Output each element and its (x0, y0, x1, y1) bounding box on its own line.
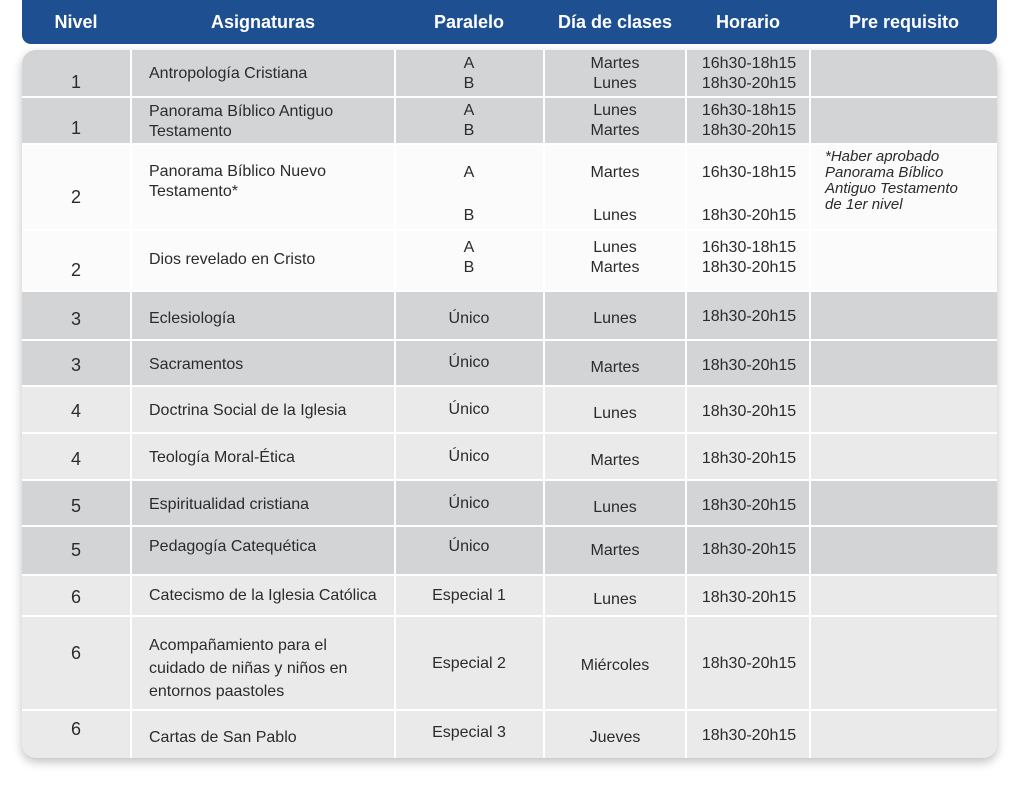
dia-cell (545, 358, 685, 378)
dia-cell-line: Lunes (593, 499, 637, 516)
asignatura-cell-line: Eclesiología (149, 310, 236, 327)
nivel-cell: 6 (70, 719, 81, 739)
horario-cell (688, 496, 810, 516)
header-prerequisito: Pre requisito (848, 12, 960, 32)
paralelo-cell (395, 654, 543, 674)
table-row (22, 50, 997, 97)
prerequisito-cell-line: Antiguo Testamento (825, 180, 958, 197)
header-paralelo: Paralelo (433, 12, 505, 32)
table-row (22, 230, 997, 291)
row-divider (22, 229, 997, 231)
dia-cell-line: Lunes (593, 207, 637, 224)
nivel-cell: 4 (70, 401, 81, 421)
horario-cell-line: 18h30-20h15 (701, 541, 797, 558)
horario-cell (688, 356, 810, 376)
horario-cell-line: 18h30-20h15 (701, 403, 797, 420)
horario-cell-line: 18h30-20h15 (701, 207, 797, 224)
dia-cell (545, 498, 685, 518)
asignatura-cell-line: Cartas de San Pablo (149, 729, 297, 746)
paralelo-cell (395, 353, 543, 373)
paralelo-cell-line: B (463, 75, 475, 92)
paralelo-cell (395, 447, 543, 467)
asignatura-cell (149, 586, 397, 606)
asignatura-cell (149, 250, 397, 270)
dia-cell (545, 309, 685, 329)
horario-cell-line: 16h30-18h15 (701, 239, 797, 256)
horario-cell (688, 654, 810, 674)
dia-cell-line: Martes (590, 542, 640, 559)
prerequisito-cell-line: de 1er nivel (825, 196, 903, 213)
paralelo-cell-line: Único (448, 495, 490, 512)
asignatura-cell-line: Panorama Bíblico Antiguo (149, 103, 334, 120)
table-row (22, 433, 997, 480)
row-divider (22, 339, 997, 341)
paralelo-cell-line: B (463, 259, 475, 276)
dia-cell-line: Lunes (593, 102, 637, 119)
table-row (22, 616, 997, 710)
dia-cell-line: Lunes (593, 310, 637, 327)
paralelo-cell (395, 494, 543, 514)
paralelo-cell-line: A (463, 164, 475, 181)
paralelo-cell-line: A (463, 239, 475, 256)
asignatura-cell-line: Dios revelado en Cristo (149, 251, 316, 268)
paralelo-cell (395, 586, 543, 606)
horario-cell-line: 16h30-18h15 (701, 102, 797, 119)
dia-cell (545, 541, 685, 561)
nivel-cell: 3 (70, 309, 81, 329)
asignatura-cell-line: Espiritualidad cristiana (149, 496, 310, 513)
nivel-cell: 5 (70, 496, 81, 516)
paralelo-cell-line: Único (448, 310, 490, 327)
paralelo-cell (395, 400, 543, 420)
paralelo-cell-line: Único (448, 448, 490, 465)
paralelo-cell-line: Especial 3 (432, 724, 506, 741)
row-divider (22, 615, 997, 617)
horario-cell-line: 18h30-20h15 (701, 450, 797, 467)
asignatura-cell-line: Testamento (149, 123, 232, 140)
paralelo-cell-line: Único (448, 538, 490, 555)
asignatura-cell-line: entornos paastoles (149, 683, 285, 700)
dia-cell-line: Martes (590, 122, 640, 139)
table-row (22, 291, 997, 340)
asignatura-cell (149, 537, 397, 557)
row-divider (22, 709, 997, 711)
asignatura-cell-line: Pedagogía Catequética (149, 538, 317, 555)
asignatura-cell-line: Acompañamiento para el (149, 637, 327, 654)
paralelo-cell (395, 537, 543, 557)
header-horario: Horario (715, 12, 780, 32)
dia-cell (545, 54, 685, 94)
paralelo-cell-line: A (463, 102, 475, 119)
horario-cell-line: 16h30-18h15 (701, 164, 797, 181)
row-divider (22, 432, 997, 434)
dia-cell (545, 656, 685, 676)
dia-cell-line: Jueves (589, 729, 641, 746)
dia-cell (545, 163, 685, 226)
asignatura-cell-line: Doctrina Social de la Iglesia (149, 402, 347, 419)
horario-cell (688, 540, 810, 560)
table-row (22, 575, 997, 616)
dia-cell (545, 238, 685, 278)
table-row (22, 97, 997, 144)
asignatura-cell (149, 495, 397, 515)
horario-cell (688, 726, 810, 746)
nivel-cell: 2 (70, 260, 81, 280)
paralelo-cell (395, 54, 543, 94)
row-divider (22, 479, 997, 481)
nivel-cell: 1 (70, 72, 81, 92)
dia-cell-line: Martes (590, 359, 640, 376)
horario-cell (688, 307, 810, 327)
paralelo-cell-line: Especial 2 (432, 655, 506, 672)
paralelo-cell-line: B (463, 122, 475, 139)
horario-cell-line: 16h30-18h15 (701, 55, 797, 72)
dia-cell-line: Lunes (593, 591, 637, 608)
asignatura-cell (149, 448, 397, 468)
dia-cell-line: Martes (590, 452, 640, 469)
asignatura-cell-line: Testamento* (149, 183, 238, 200)
header-dia: Día de clases (557, 12, 673, 32)
asignatura-cell-line: Panorama Bíblico Nuevo (149, 163, 326, 180)
paralelo-cell-line: Único (448, 354, 490, 371)
dia-cell (545, 101, 685, 141)
row-divider (22, 525, 997, 527)
row-divider (22, 574, 997, 576)
table-row (22, 480, 997, 526)
dia-cell (545, 451, 685, 471)
paralelo-cell-line: Especial 1 (432, 587, 506, 604)
column-divider (543, 50, 545, 758)
asignatura-cell (149, 355, 397, 375)
prerequisito-cell (825, 149, 997, 213)
dia-cell-line: Martes (590, 164, 640, 181)
column-divider (685, 50, 687, 758)
row-divider (22, 96, 997, 98)
horario-cell (688, 101, 810, 141)
nivel-cell: 4 (70, 449, 81, 469)
asignatura-cell-line: Sacramentos (149, 356, 244, 373)
horario-cell (688, 449, 810, 469)
horario-cell (688, 163, 810, 226)
paralelo-cell (395, 163, 543, 226)
dia-cell (545, 728, 685, 748)
schedule-table (22, 50, 997, 758)
asignatura-cell-line: Catecismo de la Iglesia Católica (149, 587, 377, 604)
paralelo-cell-line: Único (448, 401, 490, 418)
horario-cell-line: 18h30-20h15 (701, 259, 797, 276)
dia-cell-line: Lunes (593, 75, 637, 92)
table-row (22, 386, 997, 433)
horario-cell-line: 18h30-20h15 (701, 75, 797, 92)
table-header (22, 0, 997, 44)
asignatura-cell (149, 634, 397, 703)
paralelo-cell (395, 723, 543, 743)
asignatura-cell-line: Antropología Cristiana (149, 65, 308, 82)
dia-cell-line: Martes (590, 259, 640, 276)
column-divider (809, 50, 811, 758)
horario-cell-line: 18h30-20h15 (701, 497, 797, 514)
paralelo-cell (395, 309, 543, 329)
prerequisito-cell-line: Panorama Bíblico (825, 164, 944, 181)
nivel-cell: 3 (70, 355, 81, 375)
dia-cell-line: Martes (590, 55, 640, 72)
asignatura-cell (149, 102, 397, 142)
column-divider (130, 50, 132, 758)
asignatura-cell-line: Teología Moral-Ética (149, 449, 295, 466)
dia-cell-line: Miércoles (580, 657, 650, 674)
horario-cell (688, 402, 810, 422)
asignatura-cell-line: cuidado de niñas y niños en (149, 660, 348, 677)
table-row (22, 144, 997, 230)
asignatura-cell (149, 401, 397, 421)
asignatura-cell (149, 309, 397, 329)
column-divider (394, 50, 396, 758)
nivel-cell: 6 (70, 587, 81, 607)
paralelo-cell (395, 238, 543, 278)
paralelo-cell-line: B (463, 207, 475, 224)
horario-cell (688, 588, 810, 608)
dia-cell-line: Lunes (593, 405, 637, 422)
paralelo-cell (395, 101, 543, 141)
horario-cell-line: 18h30-20h15 (701, 589, 797, 606)
asignatura-cell (149, 162, 397, 202)
row-divider (22, 143, 997, 145)
nivel-cell: 6 (70, 643, 81, 663)
horario-cell-line: 18h30-20h15 (701, 308, 797, 325)
horario-cell (688, 238, 810, 278)
table-row (22, 340, 997, 386)
nivel-cell: 1 (70, 118, 81, 138)
horario-cell-line: 18h30-20h15 (701, 357, 797, 374)
nivel-cell: 2 (70, 187, 81, 207)
horario-cell (688, 54, 810, 94)
row-divider (22, 290, 997, 292)
header-asignaturas: Asignaturas (210, 12, 316, 32)
horario-cell-line: 18h30-20h15 (701, 122, 797, 139)
nivel-cell: 5 (70, 540, 81, 560)
table-row (22, 710, 997, 758)
dia-cell-line: Lunes (593, 239, 637, 256)
dia-cell (545, 404, 685, 424)
prerequisito-cell-line: *Haber aprobado (825, 148, 940, 165)
row-divider (22, 385, 997, 387)
table-row (22, 526, 997, 575)
dia-cell (545, 590, 685, 610)
horario-cell-line: 18h30-20h15 (701, 727, 797, 744)
paralelo-cell-line: A (463, 55, 475, 72)
asignatura-cell (149, 64, 397, 84)
asignatura-cell (149, 728, 397, 748)
horario-cell-line: 18h30-20h15 (701, 655, 797, 672)
header-nivel: Nivel (54, 12, 98, 32)
